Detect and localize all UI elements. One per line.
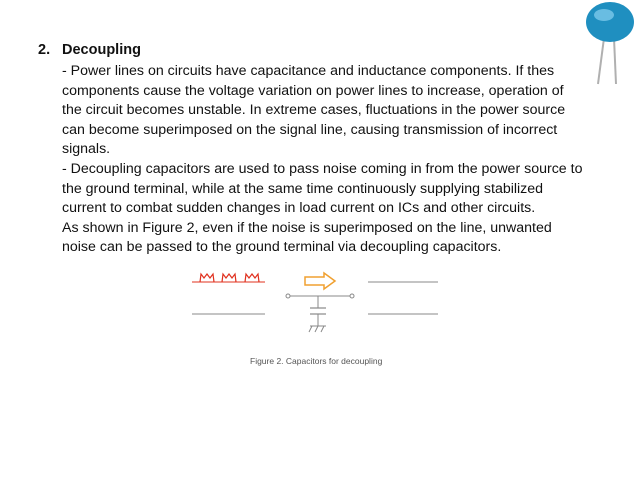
section-number: 2.: [38, 42, 51, 58]
text-line: the ground terminal, while at the same time continuously supplying stabilized: [62, 180, 544, 197]
text-line: - Power lines on circuits have capacitance and inductance components. If thes: [62, 63, 555, 79]
body-paragraph: [62, 62, 602, 258]
text-line: - Decoupling capacitors are used to pass noise coming in from the power source to: [62, 160, 583, 177]
decoupling-figure: [190, 262, 450, 352]
noise-arrow-icon: [305, 273, 335, 289]
figure-caption: Figure 2. Capacitors for decoupling: [250, 356, 383, 366]
section-heading: [38, 41, 141, 60]
text-line: can become superimposed on the signal line, causing transmission of incorrect: [62, 121, 558, 138]
text-line: current to combat sudden changes in load current on ICs and other circuits.: [62, 200, 536, 217]
noise-line: [192, 274, 265, 282]
text-line: components cause the voltage variation on power lines to increase, operation of: [62, 82, 564, 99]
text-line: As shown in Figure 2, even if the noise is superimposed on the line, unwanted: [62, 219, 552, 236]
capacitor-symbol: [286, 273, 354, 332]
text-line: signals.: [62, 141, 111, 158]
ceramic-capacitor-image: [570, 0, 638, 86]
section-title: Decoupling: [62, 42, 141, 58]
text-line: the circuit becomes unstable. In extreme cases, fluctuations in the power source: [62, 102, 566, 119]
text-line: noise can be passed to the ground terminal via decoupling capacitors.: [62, 239, 502, 256]
